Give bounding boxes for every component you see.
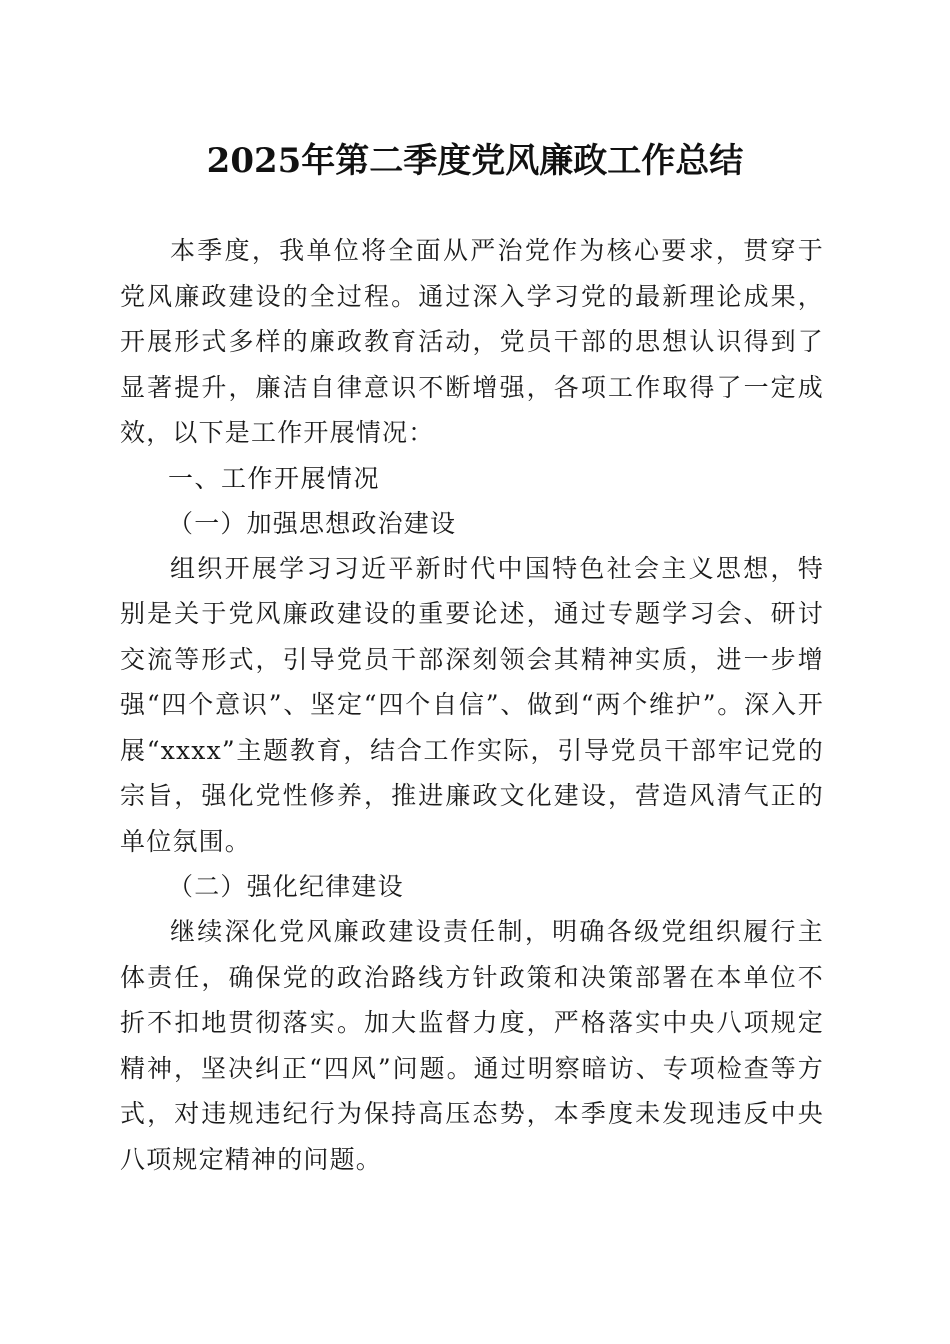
intro-paragraph: 本季度，我单位将全面从严治党作为核心要求，贯穿于党风廉政建设的全过程。通过深入学习党的最新理论成果，开展形式多样的廉政教育活动，党员干部的思想认识得到了显著提升，廉洁自律意识不断增强，各项工作取得了一定成效，以下是工作开展情况： — [120, 236, 824, 447]
document-title: 2025年第二季度党风廉政工作总结 — [206, 141, 744, 181]
subsection-heading-political-building: （一）加强思想政治建设 — [168, 508, 457, 538]
discipline-building-paragraph: 继续深化党风廉政建设责任制，明确各级党组织履行主体责任，确保党的政治路线方针政策和决策部署在本单位不折不扣地贯彻落实。加大监督力度，严格落实中央八项规定精神，坚决纠正“四风”问题。通过明察暗访、专项检查等方式，对违规违纪行为保持高压态势，本季度未发现违反中央八项规定精神的问题。 — [120, 917, 824, 1174]
document-body — [120, 228, 824, 1182]
political-building-paragraph: 组织开展学习习近平新时代中国特色社会主义思想，特别是关于党风廉政建设的重要论述，通过专题学习会、研讨交流等形式，引导党员干部深刻领会其精神实质，进一步增强“四个意识”、坚定“四个自信”、做到“两个维护”。深入开展“xxxx”主题教育，结合工作实际，引导党员干部牢记党的宗旨，强化党性修养，推进廉政文化建设，营造风清气正的单位氛围。 — [120, 553, 824, 856]
section-heading-work-progress: 一、工作开展情况 — [168, 463, 381, 493]
subsection-heading-discipline-building: （二）强化纪律建设 — [168, 872, 404, 901]
